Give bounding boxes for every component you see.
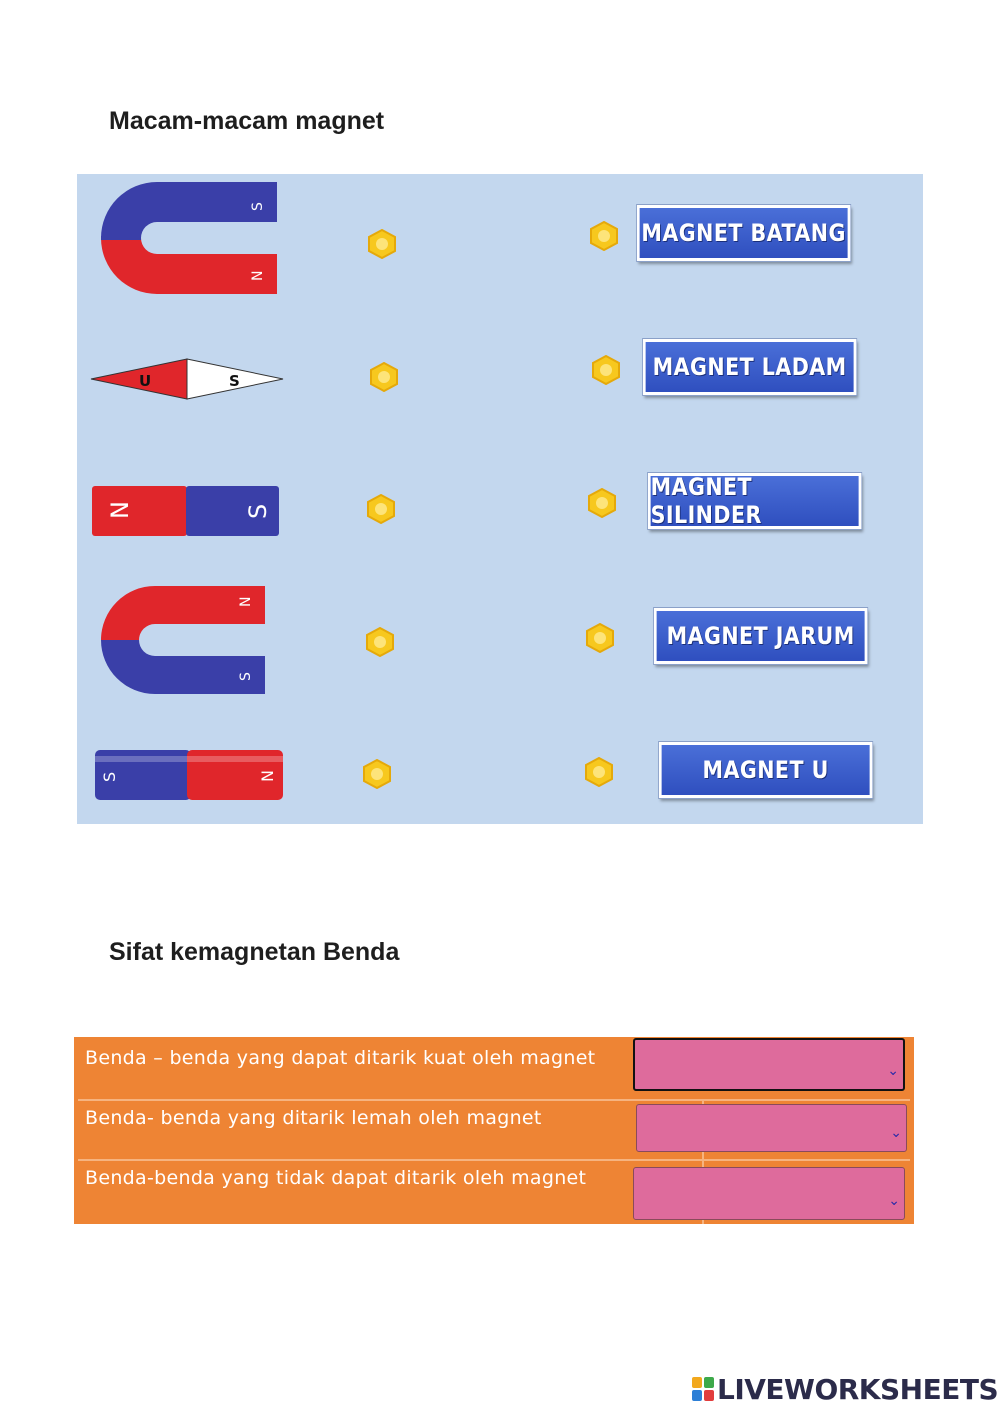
match-dot-right-2[interactable] — [591, 355, 621, 385]
answer-button-magnet-u[interactable]: MAGNET U — [659, 742, 872, 798]
chevron-down-icon: ⌄ — [888, 1193, 900, 1209]
pole-label: U — [139, 372, 152, 390]
table-row — [74, 1101, 914, 1159]
pole-label: S — [250, 202, 266, 211]
answer-button-magnet-silinder[interactable]: MAGNET SILINDER — [648, 473, 861, 529]
property-label-weak: Benda- benda yang ditarik lemah oleh magnet — [85, 1107, 542, 1129]
liveworksheets-logo-text: LIVEWORKSHEETS — [717, 1372, 999, 1406]
section-title-magnet-types: Macam-macam magnet — [109, 107, 385, 135]
u-magnet-image-2 — [99, 584, 265, 706]
match-dot-left-5[interactable] — [362, 759, 392, 789]
pole-label: N — [250, 270, 266, 281]
liveworksheets-logo-icon — [692, 1377, 714, 1401]
match-dot-left-1[interactable] — [367, 229, 397, 259]
cylinder-magnet-image — [93, 748, 285, 802]
property-label-strong: Benda – benda yang dapat ditarik kuat oleh magnet — [85, 1047, 596, 1069]
match-dot-left-3[interactable] — [366, 494, 396, 524]
property-select-none[interactable] — [633, 1167, 905, 1220]
matching-panel — [77, 174, 923, 824]
answer-button-magnet-ladam[interactable]: MAGNET LADAM — [643, 339, 856, 395]
answer-button-magnet-jarum[interactable]: MAGNET JARUM — [654, 608, 867, 664]
u-magnet-image-1 — [97, 178, 277, 310]
chevron-down-icon: ⌄ — [890, 1125, 902, 1141]
table-row — [74, 1161, 914, 1224]
needle-magnet-image — [89, 356, 285, 402]
pole-label: N — [258, 770, 277, 782]
pole-label: S — [229, 372, 240, 390]
property-label-none: Benda-benda yang tidak dapat ditarik oleh magnet — [85, 1167, 587, 1189]
pole-label: S — [244, 503, 272, 519]
pole-label: N — [238, 596, 254, 607]
pole-label: N — [106, 501, 134, 519]
match-dot-right-5[interactable] — [584, 757, 614, 787]
section-title-magnetic-properties: Sifat kemagnetan Benda — [109, 938, 400, 966]
match-dot-left-2[interactable] — [369, 362, 399, 392]
liveworksheets-logo — [692, 1374, 998, 1404]
pole-label: S — [238, 672, 254, 681]
bar-magnet-image — [91, 484, 281, 538]
match-dot-left-4[interactable] — [365, 627, 395, 657]
match-dot-right-4[interactable] — [585, 623, 615, 653]
property-select-strong[interactable] — [633, 1038, 905, 1091]
properties-table — [74, 1037, 914, 1224]
chevron-down-icon: ⌄ — [887, 1063, 899, 1079]
match-dot-right-3[interactable] — [587, 488, 617, 518]
property-select-weak[interactable] — [636, 1104, 907, 1152]
match-dot-right-1[interactable] — [589, 221, 619, 251]
table-row — [74, 1037, 914, 1099]
pole-label: S — [100, 771, 119, 782]
answer-button-magnet-batang[interactable]: MAGNET BATANG — [637, 205, 850, 261]
